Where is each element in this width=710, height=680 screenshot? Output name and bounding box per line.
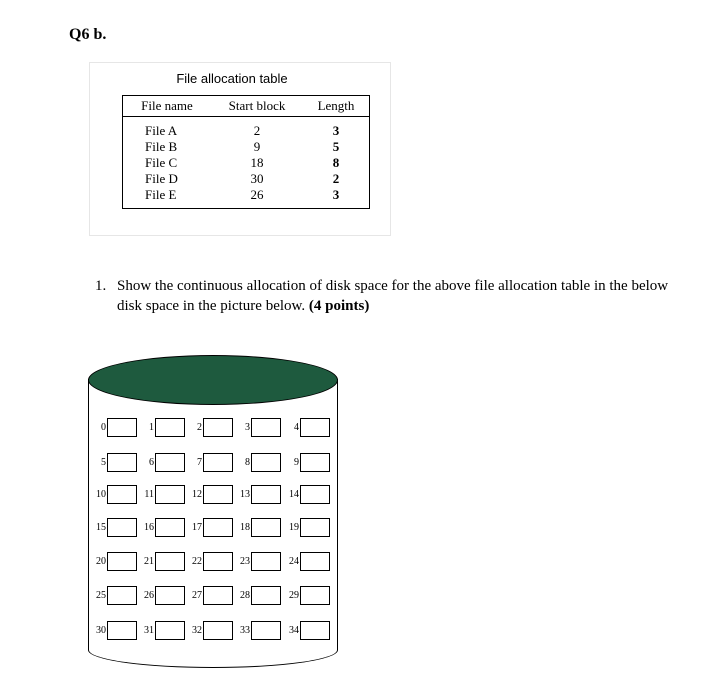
disk-block-cell[interactable] bbox=[203, 621, 233, 640]
disk-block-number: 6 bbox=[149, 457, 154, 468]
disk-block-cell[interactable] bbox=[107, 586, 137, 605]
disk-block-number: 11 bbox=[144, 489, 154, 500]
disk-block bbox=[88, 453, 136, 473]
disk-block-number: 27 bbox=[192, 590, 202, 601]
disk-block-number: 0 bbox=[101, 422, 106, 433]
disk-block-cell[interactable] bbox=[300, 518, 330, 537]
disk-block-cell[interactable] bbox=[107, 485, 137, 504]
disk-block-number: 26 bbox=[144, 590, 154, 601]
disk-block-cell[interactable] bbox=[155, 586, 185, 605]
disk-block-cell[interactable] bbox=[300, 586, 330, 605]
disk-block bbox=[232, 621, 280, 641]
disk-block-cell[interactable] bbox=[203, 518, 233, 537]
disk-block-number: 30 bbox=[96, 625, 106, 636]
question-points: (4 points) bbox=[308, 298, 370, 314]
disk-block-number: 4 bbox=[294, 422, 299, 433]
disk-block bbox=[184, 552, 232, 572]
file-name-cell: File E bbox=[145, 187, 177, 202]
disk-block-number: 24 bbox=[289, 556, 299, 567]
disk-block-number: 12 bbox=[192, 489, 202, 500]
disk-block-cell[interactable] bbox=[300, 485, 330, 504]
disk-block-cell[interactable] bbox=[203, 586, 233, 605]
question-text: Show the continuous allocation of disk space for the above file allocation table in the below disk space in the picture below. bbox=[117, 278, 669, 314]
disk-top bbox=[88, 355, 338, 405]
question-label: Q6 b. bbox=[69, 26, 107, 43]
disk-block-number: 31 bbox=[144, 625, 154, 636]
file-name-cell: File B bbox=[145, 139, 178, 154]
disk-diagram bbox=[88, 355, 338, 670]
disk-block-cell[interactable] bbox=[251, 518, 281, 537]
table-row bbox=[123, 155, 370, 171]
file-name-cell: File D bbox=[145, 171, 178, 186]
disk-block-cell[interactable] bbox=[155, 621, 185, 640]
disk-block bbox=[281, 485, 329, 505]
disk-block bbox=[184, 621, 232, 641]
disk-block-cell[interactable] bbox=[203, 485, 233, 504]
disk-block-cell[interactable] bbox=[300, 453, 330, 472]
disk-block-number: 25 bbox=[96, 590, 106, 601]
disk-block-cell[interactable] bbox=[107, 518, 137, 537]
disk-block bbox=[88, 552, 136, 572]
disk-block-number: 13 bbox=[240, 489, 250, 500]
disk-block-number: 22 bbox=[192, 556, 202, 567]
file-name-cell: File C bbox=[145, 155, 178, 170]
disk-block-number: 29 bbox=[289, 590, 299, 601]
start-block-cell: 2 bbox=[253, 123, 261, 138]
table-row bbox=[123, 139, 370, 155]
disk-block bbox=[136, 518, 184, 538]
disk-block bbox=[184, 453, 232, 473]
disk-block bbox=[281, 453, 329, 473]
disk-block bbox=[232, 518, 280, 538]
header-file-name: File name bbox=[123, 96, 212, 117]
disk-block bbox=[184, 586, 232, 606]
disk-block-cell[interactable] bbox=[155, 552, 185, 571]
disk-block-number: 21 bbox=[144, 556, 154, 567]
disk-block-cell[interactable] bbox=[155, 485, 185, 504]
disk-block-number: 32 bbox=[192, 625, 202, 636]
disk-block bbox=[232, 552, 280, 572]
disk-block-cell[interactable] bbox=[107, 418, 137, 437]
disk-block-number: 14 bbox=[289, 489, 299, 500]
fat-title: File allocation table bbox=[176, 71, 288, 86]
disk-block bbox=[88, 518, 136, 538]
disk-block-number: 19 bbox=[289, 522, 299, 533]
disk-block-number: 34 bbox=[289, 625, 299, 636]
disk-block-number: 18 bbox=[240, 522, 250, 533]
header-start-block: Start block bbox=[211, 96, 303, 117]
disk-block-number: 28 bbox=[240, 590, 250, 601]
disk-block bbox=[184, 418, 232, 438]
disk-block-cell[interactable] bbox=[251, 621, 281, 640]
disk-block-number: 20 bbox=[96, 556, 106, 567]
disk-block-cell[interactable] bbox=[300, 418, 330, 437]
disk-block-number: 8 bbox=[245, 457, 250, 468]
disk-block-cell[interactable] bbox=[203, 453, 233, 472]
length-cell: 3 bbox=[332, 187, 340, 202]
start-block-cell: 26 bbox=[250, 187, 264, 202]
disk-block-cell[interactable] bbox=[300, 621, 330, 640]
disk-block-number: 5 bbox=[101, 457, 106, 468]
start-block-cell: 18 bbox=[250, 155, 264, 170]
disk-block-number: 1 bbox=[149, 422, 154, 433]
disk-block-cell[interactable] bbox=[251, 418, 281, 437]
disk-block-number: 15 bbox=[96, 522, 106, 533]
disk-block bbox=[184, 518, 232, 538]
disk-block-cell[interactable] bbox=[107, 552, 137, 571]
disk-block-number: 23 bbox=[240, 556, 250, 567]
file-name-cell: File A bbox=[145, 123, 178, 138]
disk-block bbox=[281, 552, 329, 572]
disk-block-number: 2 bbox=[197, 422, 202, 433]
length-cell: 2 bbox=[332, 171, 340, 186]
table-row bbox=[123, 171, 370, 187]
disk-block bbox=[136, 552, 184, 572]
file-allocation-table-figure bbox=[89, 62, 391, 236]
disk-block bbox=[232, 485, 280, 505]
disk-block-cell[interactable] bbox=[251, 485, 281, 504]
disk-block-cell[interactable] bbox=[107, 621, 137, 640]
disk-block bbox=[281, 418, 329, 438]
disk-block-number: 9 bbox=[294, 457, 299, 468]
disk-block bbox=[88, 586, 136, 606]
disk-block-number: 3 bbox=[245, 422, 250, 433]
header-length: Length bbox=[303, 96, 370, 117]
disk-block-number: 10 bbox=[96, 489, 106, 500]
disk-block-number: 17 bbox=[192, 522, 202, 533]
disk-block bbox=[232, 453, 280, 473]
disk-block-cell[interactable] bbox=[155, 518, 185, 537]
start-block-cell: 30 bbox=[250, 171, 264, 186]
disk-block-cell[interactable] bbox=[107, 453, 137, 472]
disk-block-cell[interactable] bbox=[251, 453, 281, 472]
disk-block bbox=[281, 518, 329, 538]
disk-block bbox=[136, 485, 184, 505]
disk-block-cell[interactable] bbox=[251, 552, 281, 571]
disk-block bbox=[232, 418, 280, 438]
disk-block bbox=[136, 586, 184, 606]
question-number: 1. bbox=[95, 278, 107, 294]
disk-block bbox=[88, 485, 136, 505]
disk-block-number: 16 bbox=[144, 522, 154, 533]
disk-block bbox=[136, 621, 184, 641]
start-block-cell: 9 bbox=[253, 139, 261, 154]
file-allocation-table bbox=[122, 95, 370, 209]
disk-block bbox=[184, 485, 232, 505]
table-row bbox=[123, 117, 370, 140]
length-cell: 5 bbox=[332, 139, 340, 154]
disk-block bbox=[88, 418, 136, 438]
disk-block-cell[interactable] bbox=[155, 418, 185, 437]
disk-block bbox=[281, 621, 329, 641]
disk-block bbox=[232, 586, 280, 606]
length-cell: 3 bbox=[332, 123, 340, 138]
disk-block bbox=[136, 453, 184, 473]
disk-block-cell[interactable] bbox=[203, 552, 233, 571]
disk-block bbox=[136, 418, 184, 438]
disk-block-cell[interactable] bbox=[203, 418, 233, 437]
length-cell: 8 bbox=[332, 155, 340, 170]
disk-block-cell[interactable] bbox=[300, 552, 330, 571]
table-row bbox=[123, 187, 370, 209]
disk-block-cell[interactable] bbox=[155, 453, 185, 472]
disk-block-number: 7 bbox=[197, 457, 202, 468]
question-item bbox=[95, 276, 695, 316]
disk-block-number: 33 bbox=[240, 625, 250, 636]
disk-block bbox=[88, 621, 136, 641]
disk-block bbox=[281, 586, 329, 606]
disk-block-cell[interactable] bbox=[251, 586, 281, 605]
